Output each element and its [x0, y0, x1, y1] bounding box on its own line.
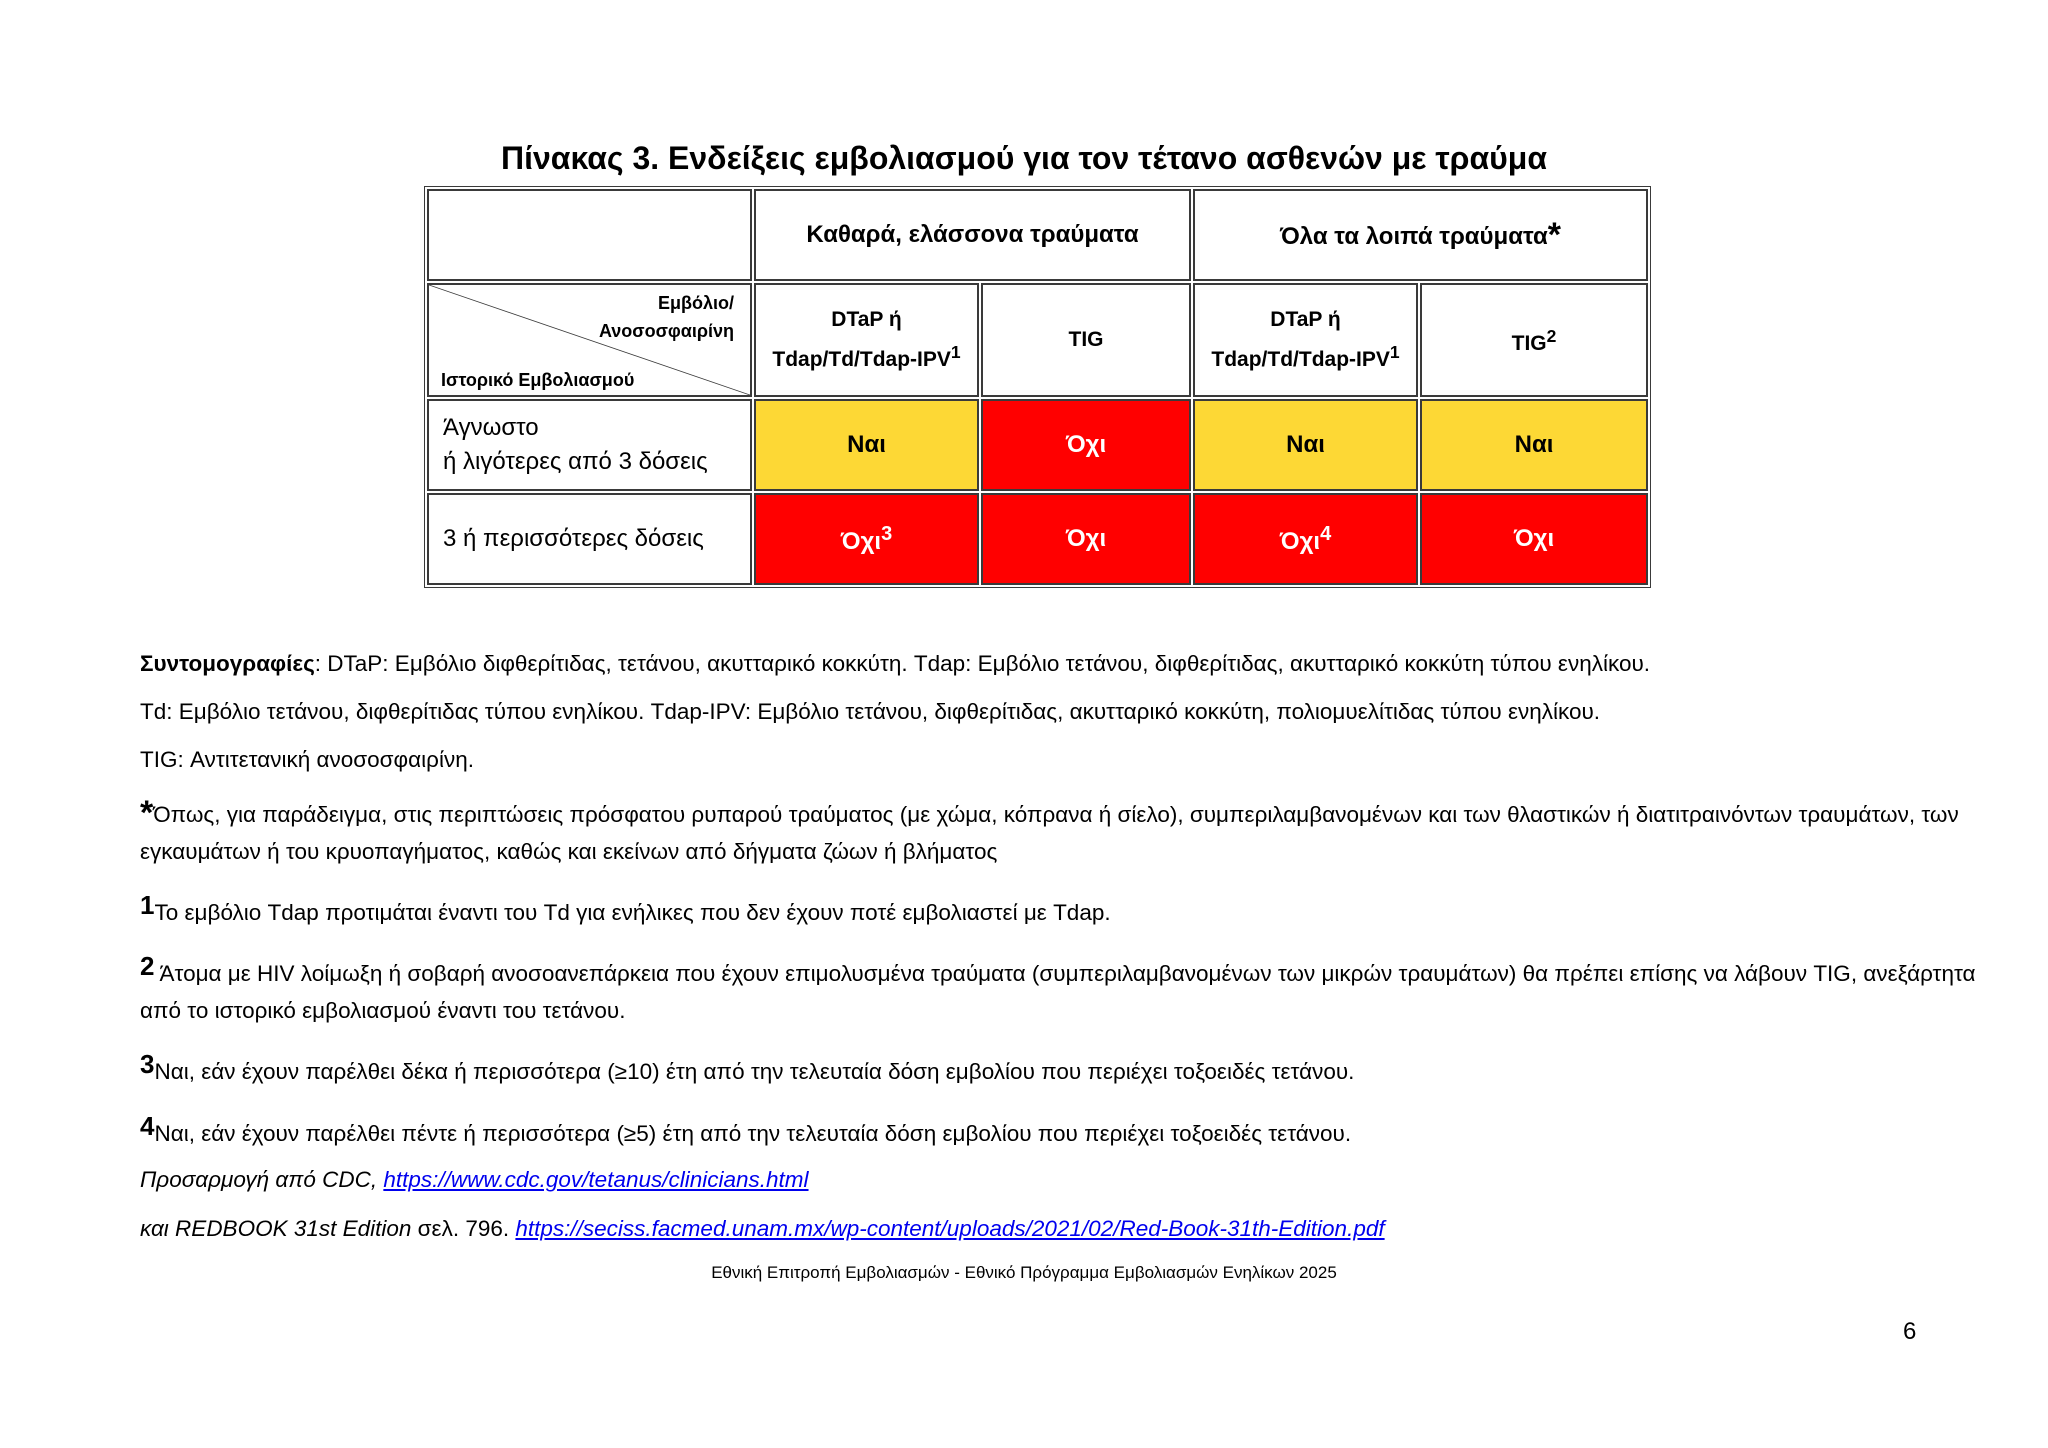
row-label-three-or-more: 3 ή περισσότερες δόσεις	[427, 493, 752, 585]
table-row	[427, 399, 1648, 491]
footnote-4-mark: 4	[140, 1111, 155, 1141]
asterisk-mark: *	[140, 794, 154, 832]
abbreviations-line-3: TIG: Αντιτετανική ανοσοσφαιρίνη.	[140, 747, 474, 772]
cell-value: Όχι	[1513, 525, 1555, 552]
abbreviations-label: Συντομογραφίες	[140, 651, 315, 676]
footnote-ref-1: 1	[1389, 342, 1400, 362]
cell-yes	[1420, 399, 1648, 491]
footnote-ref-4: 4	[1320, 522, 1332, 545]
row-label-unknown	[427, 399, 752, 491]
footnote-2-mark: 2	[140, 951, 155, 981]
col-dtap-clean	[754, 283, 979, 397]
col-dtap-line-1: DTaP ή	[831, 308, 902, 331]
footnote-3	[140, 1046, 2020, 1090]
asterisk-note	[140, 795, 2020, 870]
cell-value: Όχι	[1279, 527, 1321, 555]
footnote-1	[140, 887, 2020, 931]
footnote-1-text: Το εμβόλιο Tdap προτιμάται έναντι του Td για ενήλικες που δεν έχουν ποτέ εμβολιαστεί με Tdap.	[154, 900, 1111, 925]
group-clean-wounds-header: Καθαρά, ελάσσονα τραύματα	[754, 189, 1191, 281]
col-tig-other	[1420, 283, 1648, 397]
group-other-wounds-label: Όλα τα λοιπά τραύματα	[1280, 222, 1548, 250]
footnote-ref-2: 2	[1546, 326, 1557, 346]
corner-vaccine-label	[599, 289, 734, 345]
footnote-1-mark: 1	[140, 890, 155, 920]
footnote-4-text: Ναι, εάν έχουν παρέλθει πέντε ή περισσότερα (≥5) έτη από την τελευταία δόση εμβολίου που περιέχει τοξοειδές τετάνου.	[154, 1121, 1352, 1146]
asterisk-mark: *	[1547, 215, 1561, 254]
col-dtap-other	[1193, 283, 1418, 397]
corner-history-label: Ιστορικό Εμβολιασμού	[441, 370, 635, 390]
col-dtap-line-1: DTaP ή	[1270, 308, 1341, 331]
row-label-line-2: ή λιγότερες από 3 δόσεις	[443, 448, 708, 475]
cell-no	[754, 493, 979, 585]
cell-value: Ναι	[1514, 431, 1554, 458]
cell-value: Όχι	[1065, 525, 1107, 552]
row-label-line-1: Άγνωστο	[443, 414, 539, 441]
abbreviations-line-1	[140, 645, 2020, 682]
source-2-prefix: και REDBOOK 31st Edition	[140, 1216, 412, 1241]
corner-vaccine-line-1: Εμβόλιο/	[657, 293, 734, 313]
cell-value: Όχι	[840, 527, 882, 555]
footnote-2-text: Άτομα με HIV λοίμωξη ή σοβαρή ανοσοανεπάρκεια που έχουν επιμολυσμένα τραύματα (συμπεριλαμβανομένων των μικρών τραυμάτων) θα πρέπει επίσης να λάβουν TIG, ανεξάρτητα από το ιστορικό εμβολιασμού έναντι του τετάνου.	[140, 961, 1976, 1023]
corner-vaccine-line-2: Ανοσοσφαιρίνη	[598, 321, 734, 341]
footnote-ref-1: 1	[950, 342, 961, 362]
cell-yes	[1193, 399, 1418, 491]
page-number: 6	[1903, 1318, 1917, 1345]
footnote-ref-3: 3	[881, 522, 893, 545]
footnote-3-text: Ναι, εάν έχουν παρέλθει δέκα ή περισσότερα (≥10) έτη από την τελευταία δόση εμβολίου που περιέχει τοξοειδές τετάνου.	[154, 1059, 1355, 1084]
cell-no	[1420, 493, 1648, 585]
source-line-1	[140, 1161, 2020, 1198]
footnote-2	[140, 948, 2020, 1029]
cell-value: Ναι	[847, 431, 886, 458]
table-row	[427, 493, 1648, 585]
abbreviations-line-2: Td: Εμβόλιο τετάνου, διφθερίτιδας τύπου ενηλίκου. Tdap-IPV: Εμβόλιο τετάνου, διφθερίτιδας, ακυτταρικό κοκκύτη, πολιομυελίτιδας τύπου ενηλίκου.	[140, 699, 1601, 724]
col-tig-clean: TIG	[981, 283, 1191, 397]
cell-yes	[754, 399, 979, 491]
diagonal-corner-cell	[427, 283, 752, 397]
source-2-page: σελ. 796.	[411, 1216, 516, 1241]
empty-header-cell	[427, 189, 752, 281]
source-1-prefix: Προσαρμογή από CDC,	[140, 1167, 384, 1192]
cell-value: Ναι	[1286, 431, 1325, 458]
cdc-link[interactable]: https://www.cdc.gov/tetanus/clinicians.html	[383, 1167, 809, 1192]
page-footer: Εθνική Επιτροπή Εμβολιασμών - Εθνικό Πρόγραμμα Εμβολιασμών Ενηλίκων 2025	[711, 1263, 1337, 1282]
vaccination-table	[424, 186, 1651, 588]
cell-no	[981, 493, 1191, 585]
table-title: Πίνακας 3. Ενδείξεις εμβολιασμού για τον τέτανο ασθενών με τραύμα	[501, 140, 1547, 176]
col-dtap-line-2: Tdap/Td/Tdap-IPV	[1211, 348, 1390, 371]
cell-value: Όχι	[1065, 431, 1107, 458]
source-line-2	[140, 1210, 2020, 1247]
abbreviations-text-1: : DTaP: Εμβόλιο διφθερίτιδας, τετάνου, ακυτταρικό κοκκύτη. Tdap: Εμβόλιο τετάνου, διφθερίτιδας, ακυτταρικό κοκκύτη τύπου ενηλίκου.	[314, 651, 1651, 676]
group-other-wounds-header	[1193, 189, 1648, 281]
footnote-3-mark: 3	[140, 1049, 155, 1079]
asterisk-note-text: Όπως, για παράδειγμα, στις περιπτώσεις πρόσφατου ρυπαρού τραύματος (με χώμα, κόπρανα ή σίελο), συμπεριλαμβανομένων και των θλαστικών ή διατιτραινόντων τραυμάτων, των εγκαυμάτων ή του κρυοπαγήματος, καθώς και εκείνων από δήγματα ζώων ή βλήματος	[140, 802, 1959, 864]
footnote-4	[140, 1108, 2020, 1152]
cell-no	[1193, 493, 1418, 585]
col-dtap-line-2: Tdap/Td/Tdap-IPV	[772, 348, 951, 371]
cell-no	[981, 399, 1191, 491]
col-tig-label: TIG	[1511, 332, 1547, 355]
redbook-link[interactable]: https://seciss.facmed.unam.mx/wp-content/uploads/2021/02/Red-Book-31th-Edition.pdf	[515, 1216, 1385, 1241]
